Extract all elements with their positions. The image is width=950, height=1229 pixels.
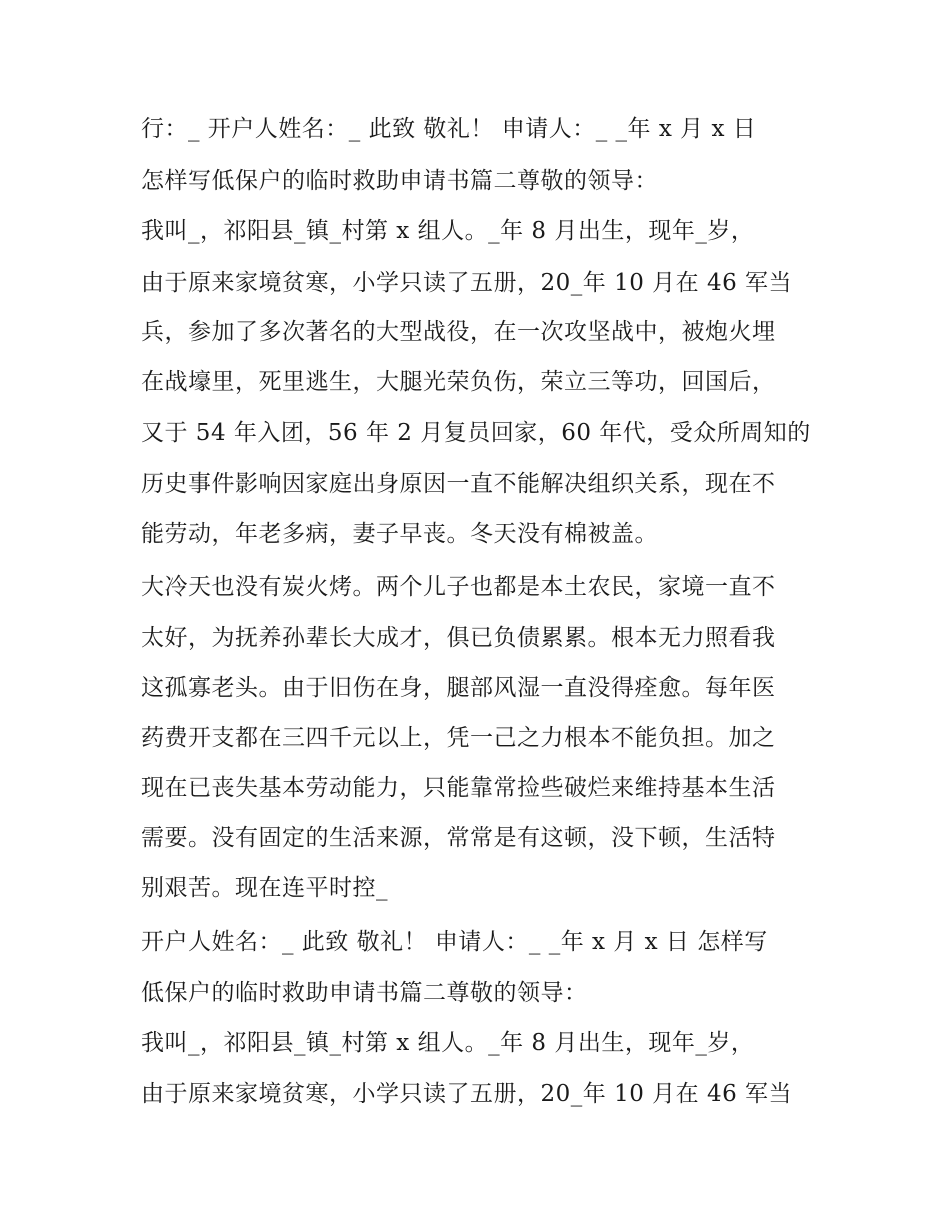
text-line: 开户人姓名：_ 此致 敬礼！ 申请人：_ _年 x 月 x 日 怎样写 bbox=[141, 929, 768, 955]
text-line: 在战壕里，死里逃生，大腿光荣负伤，荣立三等功，回国后， bbox=[141, 369, 776, 395]
text-line: 现在已丧失基本劳动能力，只能靠常捡些破烂来维持基本生活 bbox=[141, 775, 776, 801]
text-line: 需要。没有固定的生活来源，常常是有这顿，没下顿，生活特 bbox=[141, 825, 776, 851]
text-line: 这孤寡老头。由于旧伤在身，腿部风湿一直没得痊愈。每年医 bbox=[141, 675, 776, 701]
text-line: 由于原来家境贫寒，小学只读了五册，20_年 10 月在 46 军当 bbox=[141, 1081, 793, 1107]
text-line: 怎样写低保户的临时救助申请书篇二尊敬的领导： bbox=[141, 168, 658, 194]
text-line: 由于原来家境贫寒，小学只读了五册，20_年 10 月在 46 军当 bbox=[141, 270, 793, 296]
text-line: 行：_ 开户人姓名：_ 此致 敬礼！ 申请人：_ _年 x 月 x 日 bbox=[141, 116, 757, 142]
text-line: 别艰苦。现在连平时控_ bbox=[141, 875, 388, 901]
text-line: 能劳动，年老多病，妻子早丧。冬天没有棉被盖。 bbox=[141, 521, 658, 547]
text-line: 太好，为抚养孙辈长大成才，俱已负债累累。根本无力照看我 bbox=[141, 625, 776, 651]
text-line: 历史事件影响因家庭出身原因一直不能解决组织关系，现在不 bbox=[141, 471, 776, 497]
text-line: 我叫_，祁阳县_镇_村第 x 组人。_年 8 月出生，现年_岁， bbox=[141, 1030, 755, 1056]
text-line: 药费开支都在三四千元以上，凭一己之力根本不能负担。加之 bbox=[141, 725, 776, 751]
text-line: 大冷天也没有炭火烤。两个儿子也都是本土农民，家境一直不 bbox=[141, 574, 776, 600]
text-line: 低保户的临时救助申请书篇二尊敬的领导： bbox=[141, 980, 588, 1006]
text-line: 兵，参加了多次著名的大型战役，在一次攻坚战中，被炮火埋 bbox=[141, 319, 776, 345]
text-line: 我叫_，祁阳县_镇_村第 x 组人。_年 8 月出生，现年_岁， bbox=[141, 218, 755, 244]
text-line: 又于 54 年入团，56 年 2 月复员回家，60 年代，受众所周知的 bbox=[141, 420, 811, 446]
